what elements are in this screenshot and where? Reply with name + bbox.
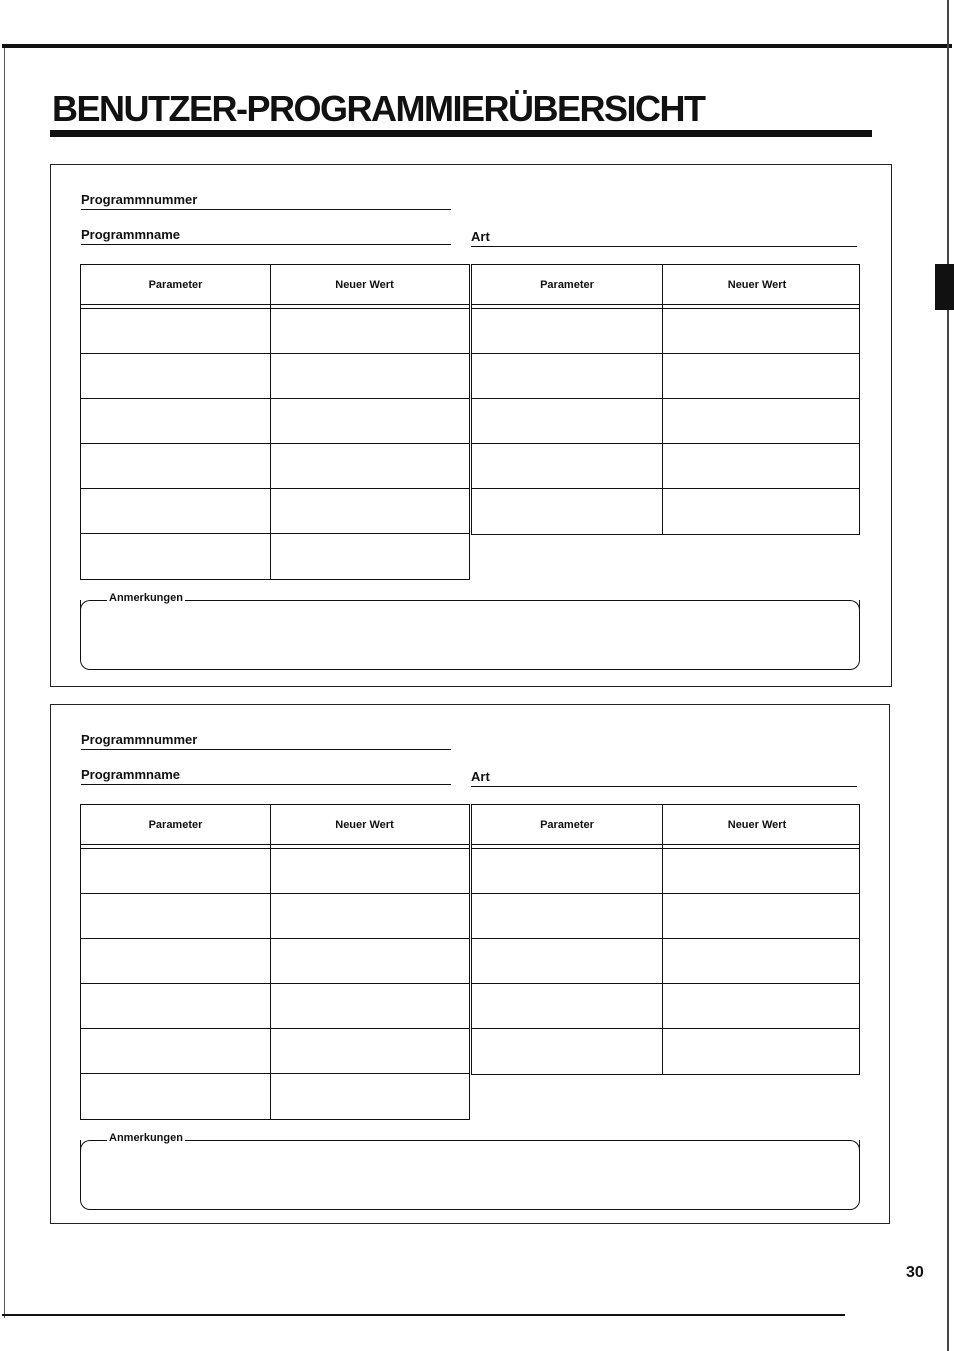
new-value-cell[interactable] <box>270 938 459 983</box>
new-value-cell[interactable] <box>662 848 852 893</box>
parameter-cell[interactable] <box>472 308 662 353</box>
type-field[interactable] <box>471 229 857 247</box>
parameter-cell[interactable] <box>472 983 662 1028</box>
bottom-border <box>2 1314 845 1316</box>
notes-box[interactable] <box>80 592 860 670</box>
parameter-cell[interactable] <box>81 308 270 353</box>
side-tab <box>935 264 954 310</box>
new-value-cell[interactable] <box>270 443 459 488</box>
parameter-cell[interactable] <box>472 848 662 893</box>
new-value-cell[interactable] <box>662 893 852 938</box>
column-header-new-value: Neuer Wert <box>335 279 394 291</box>
column-header-new-value: Neuer Wert <box>727 279 787 291</box>
type-label: Art <box>471 229 490 244</box>
new-value-cell[interactable] <box>662 443 852 488</box>
program-number-field[interactable] <box>81 732 451 750</box>
parameter-cell[interactable] <box>81 938 270 983</box>
parameter-cell[interactable] <box>472 1028 662 1073</box>
parameter-grid <box>80 264 860 580</box>
parameter-table-left <box>80 804 470 1120</box>
right-border <box>947 0 949 1351</box>
new-value-cell[interactable] <box>662 1028 852 1073</box>
notes-box-top <box>80 600 860 613</box>
program-form-1 <box>50 164 892 687</box>
parameter-cell[interactable] <box>472 353 662 398</box>
new-value-cell[interactable] <box>270 488 459 533</box>
parameter-grid <box>80 804 860 1120</box>
parameter-cell[interactable] <box>81 398 270 443</box>
title-underline-bar <box>50 130 872 137</box>
program-number-label: Programmnummer <box>81 732 198 747</box>
new-value-cell[interactable] <box>270 893 459 938</box>
parameter-cell[interactable] <box>81 1028 270 1073</box>
new-value-cell[interactable] <box>270 398 459 443</box>
column-header-parameter: Parameter <box>540 819 594 831</box>
program-number-label: Programmnummer <box>81 192 198 207</box>
type-label: Art <box>471 769 490 784</box>
parameter-cell[interactable] <box>81 443 270 488</box>
column-header-parameter: Parameter <box>540 279 594 291</box>
column-header-new-value: Neuer Wert <box>335 819 394 831</box>
new-value-cell[interactable] <box>270 1028 459 1073</box>
page-number: 30 <box>906 1264 924 1281</box>
parameter-cell[interactable] <box>472 893 662 938</box>
parameter-cell[interactable] <box>81 533 270 578</box>
column-header-new-value: Neuer Wert <box>727 819 787 831</box>
parameter-cell[interactable] <box>81 848 270 893</box>
new-value-cell[interactable] <box>662 308 852 353</box>
new-value-cell[interactable] <box>270 353 459 398</box>
new-value-cell[interactable] <box>270 848 459 893</box>
program-number-field[interactable] <box>81 192 451 210</box>
new-value-cell[interactable] <box>270 983 459 1028</box>
parameter-cell[interactable] <box>472 938 662 983</box>
type-field[interactable] <box>471 769 857 787</box>
parameter-table-left <box>80 264 470 580</box>
parameter-cell[interactable] <box>81 353 270 398</box>
parameter-cell[interactable] <box>81 893 270 938</box>
column-header-parameter: Parameter <box>148 279 203 291</box>
program-name-field[interactable] <box>81 767 451 785</box>
notes-label: Anmerkungen <box>109 1132 183 1144</box>
column-header-parameter: Parameter <box>148 819 203 831</box>
new-value-cell[interactable] <box>662 488 852 533</box>
program-name-field[interactable] <box>81 227 451 245</box>
parameter-cell[interactable] <box>472 398 662 443</box>
program-form-2 <box>50 704 890 1224</box>
left-border <box>4 48 5 1318</box>
new-value-cell[interactable] <box>270 308 459 353</box>
parameter-table-right <box>471 804 860 1075</box>
new-value-cell[interactable] <box>270 533 459 578</box>
parameter-cell[interactable] <box>81 488 270 533</box>
new-value-cell[interactable] <box>662 983 852 1028</box>
parameter-cell[interactable] <box>472 443 662 488</box>
program-name-label: Programmname <box>81 767 180 782</box>
top-border <box>2 44 952 48</box>
notes-box[interactable] <box>80 1132 860 1210</box>
notes-label: Anmerkungen <box>109 592 183 604</box>
new-value-cell[interactable] <box>662 398 852 443</box>
notes-box-top <box>80 1140 860 1153</box>
new-value-cell[interactable] <box>662 353 852 398</box>
program-name-label: Programmname <box>81 227 180 242</box>
new-value-cell[interactable] <box>270 1073 459 1118</box>
parameter-cell[interactable] <box>81 1073 270 1118</box>
new-value-cell[interactable] <box>662 938 852 983</box>
parameter-table-right <box>471 264 860 535</box>
parameter-cell[interactable] <box>472 488 662 533</box>
page-title: BENUTZER-PROGRAMMIERÜBERSICHT <box>52 88 705 129</box>
parameter-cell[interactable] <box>81 983 270 1028</box>
